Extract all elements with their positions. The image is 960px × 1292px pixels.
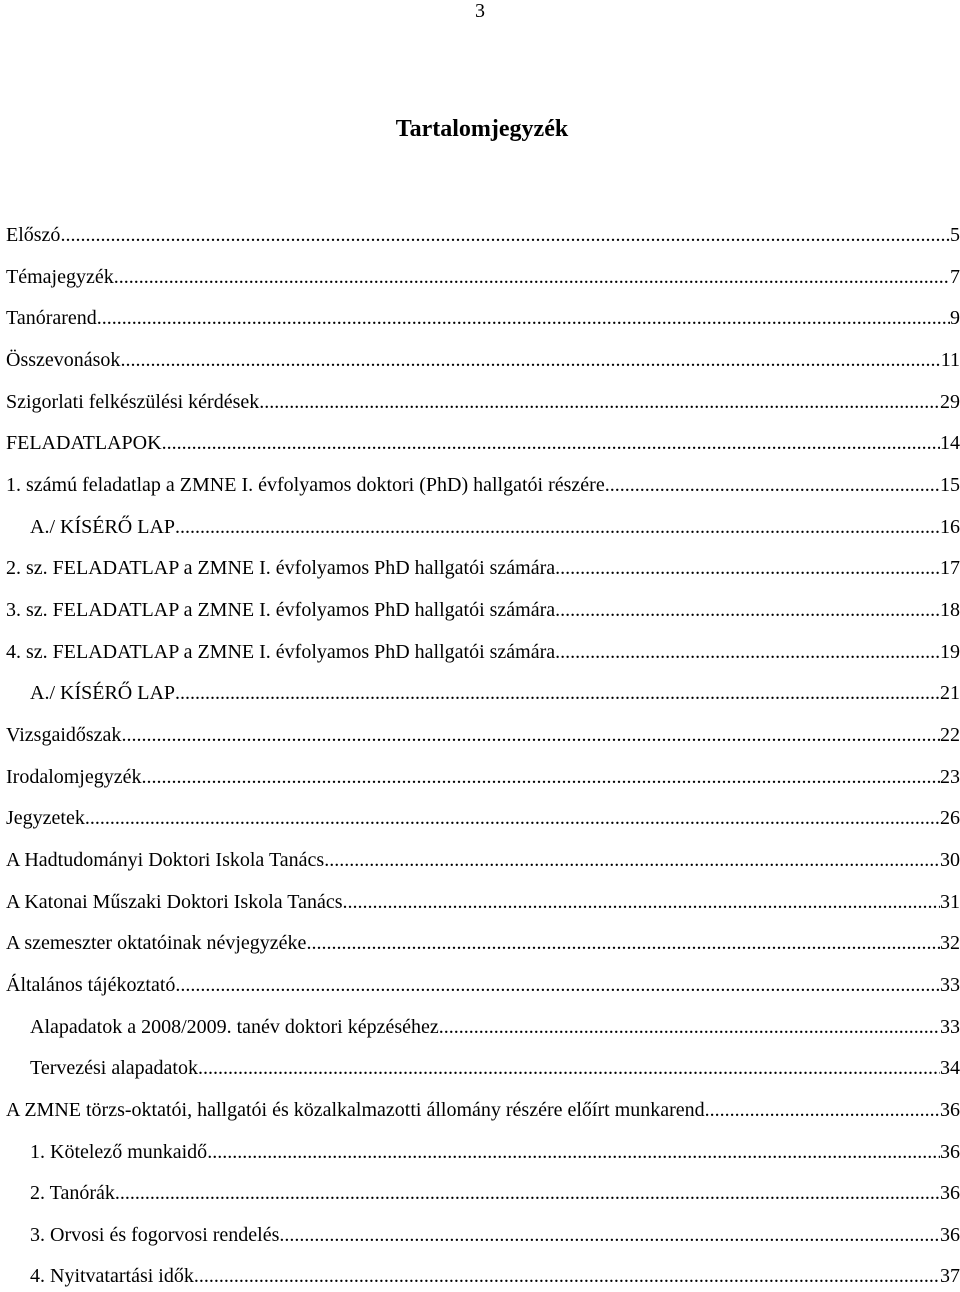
toc-entry-page: 30 [940,849,960,871]
toc-dot-leader [207,1137,940,1167]
toc-entry-page: 16 [940,516,960,538]
toc-entry-page: 15 [940,474,960,496]
toc-dot-leader [175,512,940,542]
toc-dot-leader [142,762,941,792]
toc-entry-label: Összevonások [6,349,121,371]
toc-entry-label: FELADATLAPOK [6,432,162,454]
toc-dot-leader [114,262,950,292]
toc-dot-leader [705,1095,940,1125]
toc-dot-leader [175,678,940,708]
toc-dot-leader [121,720,940,750]
toc-entry-label: A Hadtudományi Doktori Iskola Tanács [6,849,325,871]
toc-entry-feladatlap-3[interactable] [6,595,960,625]
toc-entry-label: Alapadatok a 2008/2009. tanév doktori képzéséhez [30,1016,439,1038]
toc-entry-label: A Katonai Műszaki Doktori Iskola Tanács [6,891,343,913]
toc-dot-leader [97,303,950,333]
toc-entry-hadtudomanyi-tanacs[interactable] [6,845,960,875]
toc-entry-kisero-lap-2[interactable] [30,678,960,708]
toc-entry-alapadatok[interactable] [30,1012,960,1042]
toc-dot-leader [439,1012,940,1042]
toc-entry-page: 5 [950,224,960,246]
toc-entry-page: 33 [940,974,960,996]
toc-entry-page: 21 [940,682,960,704]
toc-dot-leader [259,387,940,417]
toc-entry-tervezesi-alapadatok[interactable] [30,1053,960,1083]
toc-entry-label: A ZMNE törzs-oktatói, hallgatói és közalkalmazotti állomány részére előírt munkarend [6,1099,705,1121]
toc-entry-page: 18 [940,599,960,621]
toc-entry-page: 29 [940,391,960,413]
toc-dot-leader [555,637,940,667]
toc-entry-szigorlati-kerdesek[interactable] [6,387,960,417]
toc-entry-label: 2. Tanórák [30,1182,115,1204]
toc-entry-page: 14 [940,432,960,454]
toc-entry-feladatlapok[interactable] [6,428,960,458]
toc-entry-page: 17 [940,557,960,579]
toc-dot-leader [605,470,940,500]
toc-entry-page: 9 [950,307,960,329]
toc-entry-page: 26 [940,807,960,829]
toc-entry-oktatok-nevjegyzeke[interactable] [6,928,960,958]
toc-entry-label: 1. Kötelező munkaidő [30,1141,208,1163]
toc-entry-feladatlap-4[interactable] [6,637,960,667]
toc-title: Tartalomjegyzék [395,116,569,142]
toc-entry-label: Irodalomjegyzék [6,766,142,788]
toc-entry-irodalomjegyzek[interactable] [6,762,960,792]
toc-entry-page: 32 [940,932,960,954]
toc-entry-orvosi-rendeles[interactable] [30,1220,960,1250]
toc-dot-leader [85,803,940,833]
toc-entry-label: 3. Orvosi és fogorvosi rendelés [30,1224,280,1246]
toc-entry-page: 34 [940,1057,960,1079]
toc-entry-page: 36 [940,1141,960,1163]
toc-dot-leader [555,553,940,583]
toc-entry-page: 37 [940,1265,960,1287]
toc-entry-jegyzetek[interactable] [6,803,960,833]
toc-entry-label: A./ KÍSÉRŐ LAP [30,516,176,538]
toc-entry-label: 2. sz. FELADATLAP a ZMNE I. évfolyamos PhD hallgatói számára [6,557,556,579]
toc-entry-label: Témajegyzék [6,266,114,288]
toc-entry-nyitvatartasi-idok[interactable] [30,1261,960,1291]
toc-dot-leader [115,1178,940,1208]
toc-entry-kisero-lap-1[interactable] [30,512,960,542]
toc-entry-osszevonasok[interactable] [6,345,960,375]
toc-entry-label: 3. sz. FELADATLAP a ZMNE I. évfolyamos PhD hallgatói számára [6,599,556,621]
page-number: 3 [475,0,485,22]
toc-entry-label: 1. számú feladatlap a ZMNE I. évfolyamos doktori (PhD) hallgatói részére [6,474,605,496]
toc-entry-page: 31 [940,891,960,913]
toc-entry-label: 4. sz. FELADATLAP a ZMNE I. évfolyamos PhD hallgatói számára [6,641,556,663]
toc-entry-feladatlap-2[interactable] [6,553,960,583]
toc-dot-leader [279,1220,940,1250]
toc-entry-page: 19 [940,641,960,663]
toc-dot-leader [194,1261,940,1291]
toc-dot-leader [306,928,940,958]
toc-entry-page: 23 [940,766,960,788]
toc-dot-leader [555,595,940,625]
toc-entry-label: 4. Nyitvatartási idők [30,1265,194,1287]
toc-entry-munkarend[interactable] [6,1095,960,1125]
toc-entry-page: 11 [940,349,960,371]
toc-entry-page: 36 [940,1182,960,1204]
toc-entry-label: Tervezési alapadatok [30,1057,198,1079]
toc-entry-kotelezo-munkaido[interactable] [30,1137,960,1167]
toc-dot-leader [175,970,940,1000]
toc-entry-tanorak[interactable] [30,1178,960,1208]
toc-entry-eloszo[interactable] [6,220,960,250]
toc-dot-leader [120,345,940,375]
toc-entry-label: Vizsgaidőszak [6,724,122,746]
toc-entry-tanorarend[interactable] [6,303,960,333]
toc-entry-label: A./ KÍSÉRŐ LAP [30,682,176,704]
toc-entry-label: Előszó [6,224,61,246]
toc-entry-vizsgaidoszak[interactable] [6,720,960,750]
toc-entry-label: Tanórarend [6,307,97,329]
toc-entry-page: 36 [940,1099,960,1121]
toc-entry-label: Jegyzetek [6,807,85,829]
toc-dot-leader [60,220,950,250]
toc-dot-leader [162,428,940,458]
toc-entry-temajegyzek[interactable] [6,262,960,292]
toc-entry-page: 7 [950,266,960,288]
toc-dot-leader [324,845,940,875]
toc-dot-leader [198,1053,940,1083]
toc-entry-feladatlap-1[interactable] [6,470,960,500]
toc-entry-label: A szemeszter oktatóinak névjegyzéke [6,932,307,954]
toc-entry-label: Szigorlati felkészülési kérdések [6,391,260,413]
toc-entry-altalanos-tajekoztato[interactable] [6,970,960,1000]
toc-entry-label: Általános tájékoztató [6,974,176,996]
toc-entry-katonai-muszaki-tanacs[interactable] [6,887,960,917]
toc-entry-page: 33 [940,1016,960,1038]
toc-entry-page: 36 [940,1224,960,1246]
toc-entry-page: 22 [940,724,960,746]
toc-dot-leader [343,887,941,917]
